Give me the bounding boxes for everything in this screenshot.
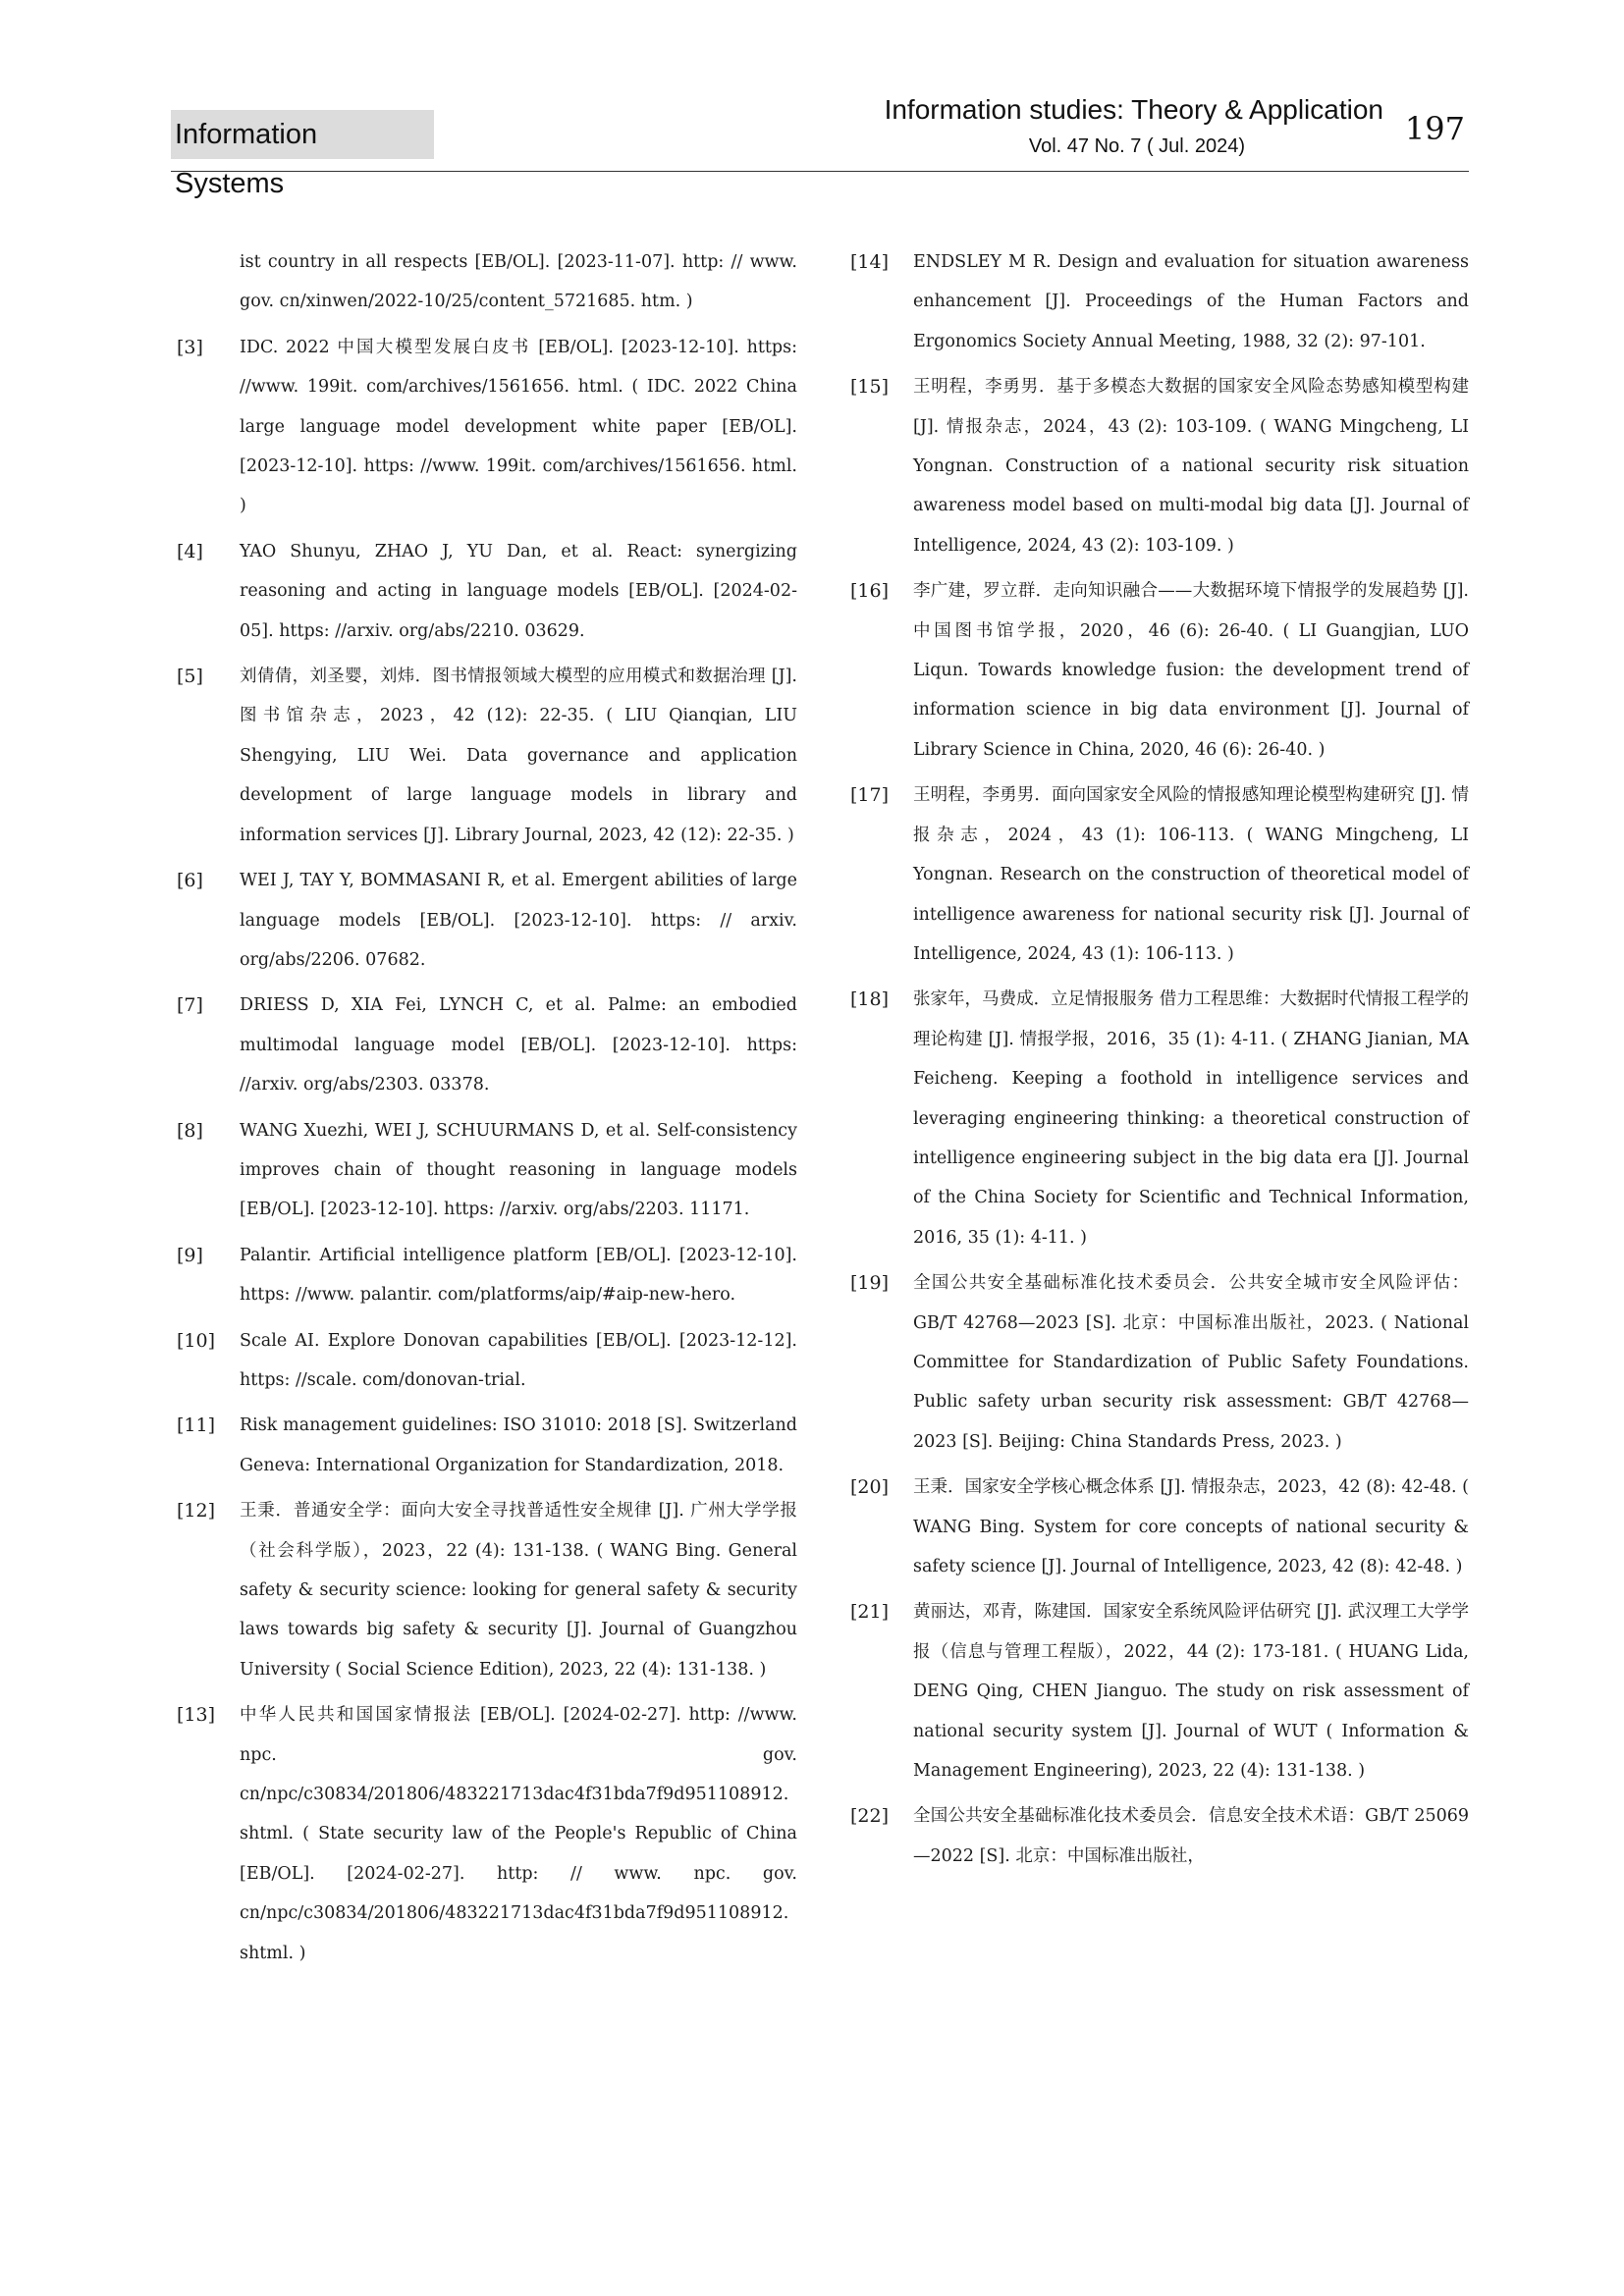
reference-entry — [850, 1592, 1469, 1790]
reference-entry — [177, 242, 797, 322]
section-label: Information Systems — [171, 110, 434, 159]
reference-text: ENDSLEY M R. Design and evaluation for situation awareness enhancement [J]. Proceedings of the Human Factors and Ergonomics Society Annual Meeting, 1988, 32 (2): 97-101. — [913, 252, 1469, 351]
reference-text: 刘倩倩，刘圣婴，刘炜．图书情报领域大模型的应用模式和数据治理 [J]. 图书馆杂志，2023，42 (12): 22-35. ( LIU Qianqian, LIU Shengying, LIU Wei. Data governance and application development of large language models in library and information services [J]. Library Journal, 2023, 42 (12): 22-35. ) — [240, 667, 797, 845]
reference-entry — [850, 367, 1469, 565]
reference-number: [12] — [177, 1500, 216, 1522]
reference-entry — [850, 775, 1469, 974]
reference-text: 全国公共安全基础标准化技术委员会．信息安全技术术语：GB/T 25069—2022 [S]. 北京：中国标准出版社， — [913, 1806, 1469, 1866]
reference-text: 黄丽达，邓青，陈建国．国家安全系统风险评估研究 [J]. 武汉理工大学学报（信息与管理工程版），2022，44 (2): 173-181. ( HUANG Lida, DENG Qing, CHEN Jianguo. The study on risk assessment of national security system [J]. Journal of WUT ( Information & Management Engineering), 2023, 22 (4): 131-138. ) — [913, 1602, 1469, 1782]
reference-entry — [850, 571, 1469, 770]
volume-issue: Vol. 47 No. 7 ( Jul. 2024) — [1028, 135, 1245, 157]
journal-title: Information studies: Theory & Application — [884, 94, 1383, 125]
reference-number: [22] — [850, 1805, 890, 1828]
reference-number: [17] — [850, 784, 890, 807]
references-right-column — [850, 242, 1469, 1882]
reference-number: [9] — [177, 1244, 203, 1266]
reference-text: ist country in all respects [EB/OL]. [2023-11-07]. http: // www. gov. cn/xinwen/2022-10/25/content_5721685. htm. ) — [240, 252, 797, 312]
reference-entry — [177, 1321, 797, 1401]
reference-entry — [850, 242, 1469, 361]
reference-text: 王明程，李勇男．基于多模态大数据的国家安全风险态势感知模型构建 [J]. 情报杂志，2024，43 (2): 103-109. ( WANG Mingcheng, LI Yongnan. Construction of a national security risk situation awareness model based on multi-modal big data [J]. Journal of Intelligence, 2024, 43 (2): 103-109. ) — [913, 377, 1469, 556]
reference-number: [18] — [850, 988, 890, 1011]
reference-number: [13] — [177, 1704, 216, 1727]
reference-entry — [177, 328, 797, 526]
reference-entry — [177, 1695, 797, 1973]
reference-entry — [177, 1111, 797, 1230]
header-rule — [171, 171, 1469, 172]
reference-text: Scale AI. Explore Donovan capabilities [EB/OL]. [2023-12-12]. https: //scale. com/donovan-trial. — [240, 1330, 797, 1390]
reference-entry — [850, 980, 1469, 1257]
reference-entry — [177, 1406, 797, 1485]
reference-number: [19] — [850, 1272, 890, 1295]
reference-text: 李广建，罗立群．走向知识融合——大数据环境下情报学的发展趋势 [J]. 中国图书馆学报，2020，46 (6): 26-40. ( LI Guangjian, LUO Liqun. Towards knowledge fusion: the development trend of information science in big data environment [J]. Journal of Library Science in China, 2020, 46 (6): 26-40. ) — [913, 581, 1469, 760]
reference-number: [16] — [850, 580, 890, 603]
reference-entry — [177, 861, 797, 980]
reference-number: [3] — [177, 336, 203, 358]
reference-entry — [850, 1263, 1469, 1462]
reference-text: 王秉．国家安全学核心概念体系 [J]. 情报杂志，2023，42 (8): 42-48. ( WANG Bing. System for core concepts of national security & safety science [J]. Journal of Intelligence, 2023, 42 (8): 42-48. ) — [913, 1477, 1469, 1576]
reference-entry — [177, 1491, 797, 1689]
reference-entry — [850, 1468, 1469, 1586]
reference-text: 王秉．普通安全学：面向大安全寻找普适性安全规律 [J]. 广州大学学报（社会科学版），2023，22 (4): 131-138. ( WANG Bing. General safety & security science: looking for general safety & security laws towards big safety & security [J]. Journal of Guangzhou University ( Social Science Edition), 2023, 22 (4): 131-138. ) — [240, 1501, 797, 1680]
reference-text: 全国公共安全基础标准化技术委员会．公共安全城市安全风险评估：GB/T 42768—2023 [S]. 北京：中国标准出版社，2023. ( National Committee for Standardization of Public Safety Foundations. Public safety urban security risk assessment: GB/T 42768—2023 [S]. Beijing: China Standards Press, 2023. ) — [913, 1273, 1469, 1452]
reference-number: [4] — [177, 540, 203, 562]
reference-number: [8] — [177, 1119, 203, 1142]
reference-entry — [177, 986, 797, 1104]
reference-number: [10] — [177, 1329, 216, 1352]
reference-number: [20] — [850, 1476, 890, 1499]
reference-number: [15] — [850, 376, 890, 399]
reference-number: [14] — [850, 251, 890, 273]
reference-entry — [177, 532, 797, 651]
reference-number: [6] — [177, 870, 203, 892]
reference-text: DRIESS D, XIA Fei, LYNCH C, et al. Palme: an embodied multimodal language model [EB/OL]. [2023-12-10]. https: //arxiv. org/abs/2303. 03378. — [240, 995, 797, 1095]
reference-number: [21] — [850, 1601, 890, 1624]
reference-text: 王明程，李勇男．面向国家安全风险的情报感知理论模型构建研究 [J]. 情报杂志，2024，43 (1): 106-113. ( WANG Mingcheng, LI Yongnan. Research on the construction of theoretical model of intelligence awareness for national security risk [J]. Journal of Intelligence, 2024, 43 (1): 106-113. ) — [913, 785, 1469, 964]
reference-text: 张家年，马费成．立足情报服务 借力工程思维：大数据时代情报工程学的理论构建 [J]. 情报学报，2016，35 (1): 4-11. ( ZHANG Jianian, MA Feicheng. Keeping a foothold in intelligence services and leveraging engineering thinking: a theoretical construction of intelligence engineering subject in the big data era [J]. Journal of the China Society for Scientific and Technical Information, 2016, 35 (1): 4-11. ) — [913, 989, 1469, 1248]
references-left-column — [177, 242, 797, 1979]
reference-text: IDC. 2022 中国大模型发展白皮书 [EB/OL]. [2023-12-10]. https: //www. 199it. com/archives/1561656. html. ( IDC. 2022 China large language model development white paper [EB/OL]. [2023-12-10]. https: //www. 199it. com/archives/1561656. html. ) — [240, 337, 797, 516]
reference-entry — [850, 1796, 1469, 1876]
reference-number: [5] — [177, 666, 203, 688]
reference-text: YAO Shunyu, ZHAO J, YU Dan, et al. React: synergizing reasoning and acting in language models [EB/OL]. [2024-02-05]. https: //arxiv. org/abs/2210. 03629. — [240, 541, 797, 641]
reference-text: Palantir. Artificial intelligence platform [EB/OL]. [2023-12-10]. https: //www. palantir. com/platforms/aip/#aip-new-hero. — [240, 1245, 797, 1306]
reference-text: Risk management guidelines: ISO 31010: 2018 [S]. Switzerland Geneva: International Organization for Standardization, 2018. — [240, 1415, 797, 1475]
page-number: 197 — [1404, 110, 1465, 147]
reference-text: WEI J, TAY Y, BOMMASANI R, et al. Emergent abilities of large language models [EB/OL]. [2023-12-10]. https: // arxiv. org/abs/2206. 07682. — [240, 871, 797, 970]
reference-entry — [177, 1236, 797, 1315]
reference-text: 中华人民共和国国家情报法 [EB/OL]. [2024-02-27]. http: //www. npc. gov. cn/npc/c30834/201806/483221713dac4f31bda7f9d951108912. shtml. ( State security law of the People's Republic of China [EB/OL]. [2024-02-27]. http: // www. npc. gov. cn/npc/c30834/201806/483221713dac4f31bda7f9d951108912. shtml. ) — [240, 1705, 797, 1963]
reference-number: [7] — [177, 994, 203, 1017]
reference-entry — [177, 657, 797, 855]
reference-number: [11] — [177, 1415, 216, 1437]
reference-text: WANG Xuezhi, WEI J, SCHUURMANS D, et al. Self-consistency improves chain of thought reasoning in language models [EB/OL]. [2023-12-10]. https: //arxiv. org/abs/2203. 11171. — [240, 1120, 797, 1220]
